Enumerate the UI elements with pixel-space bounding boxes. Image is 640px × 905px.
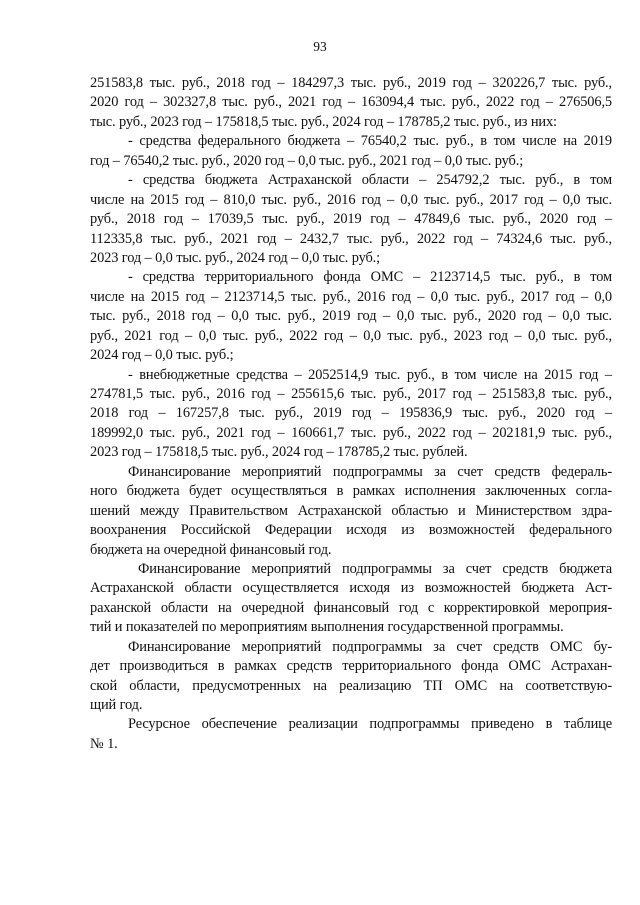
text-line: Ресурсное обеспечение реализации подпрограммы приведено в таблице: [128, 716, 612, 733]
text-line: щий год.: [90, 697, 143, 713]
text-line: 2023 год – 0,0 тыс. руб., 2024 год – 0,0 тыс. руб.;: [90, 249, 381, 266]
text-line: - средства территориального фонда ОМС – 2123714,5 тыс. руб., в том: [128, 269, 612, 286]
text-line: 2024 год – 0,0 тыс. руб.;: [90, 347, 234, 364]
text-line: 2023 год – 175818,5 тыс. руб., 2024 год – 178785,2 тыс. рублей.: [90, 444, 468, 461]
text-line: Финансирование мероприятий подпрограммы за счет средств ОМС бу-: [128, 638, 612, 655]
text-line: год – 76540,2 тыс. руб., 2020 год – 0,0 тыс. руб., 2021 год – 0,0 тыс. руб.;: [90, 152, 524, 169]
text-line: бюджета на очередной финансовый год.: [90, 541, 332, 558]
page-number: 93: [313, 39, 327, 54]
text-line: № 1.: [90, 735, 118, 752]
document-body: [90, 74, 612, 754]
text-line: ской области, предусмотренных на реализацию ТП ОМС на соответствую-: [90, 677, 612, 694]
text-line: Астраханской области осуществляется исходя из возможностей бюджета Аст-: [90, 580, 612, 597]
text-line: шений между Правительством Астраханской областью и Министерством здра-: [90, 502, 612, 519]
text-line: тий и показателей по мероприятиям выполнения государственной программы.: [90, 619, 564, 636]
text-line: 112335,8 тыс. руб., 2021 год – 2432,7 тыс. руб., 2022 год – 74324,6 тыс. руб.,: [90, 230, 612, 247]
text-line: - внебюджетные средства – 2052514,9 тыс. руб., в том числе на 2015 год –: [128, 366, 612, 383]
text-line: 189992,0 тыс. руб., 2021 год – 160661,7 тыс. руб., 2022 год – 202181,9 тыс. руб.,: [90, 424, 612, 441]
text-line: тыс. руб., 2023 год – 175818,5 тыс. руб., 2024 год – 178785,2 тыс. руб., из них:: [90, 113, 557, 130]
text-line: - средства бюджета Астраханской области – 254792,2 тыс. руб., в том: [128, 172, 612, 189]
text-line: 274781,5 тыс. руб., 2016 год – 255615,6 тыс. руб., 2017 год – 251583,8 тыс. руб.,: [90, 386, 612, 402]
text-line: руб., 2021 год – 0,0 тыс. руб., 2022 год – 0,0 тыс. руб., 2023 год – 0,0 тыс. руб.,: [90, 327, 612, 344]
text-line: 2018 год – 167257,8 тыс. руб., 2019 год – 195836,9 тыс. руб., 2020 год –: [90, 405, 612, 422]
text-line: числе на 2015 год – 810,0 тыс. руб., 2016 год – 0,0 тыс. руб., 2017 год – 0,0 тыс.: [90, 191, 612, 208]
text-line: воохранения Российской Федерации исходя из возможностей федерального: [90, 522, 612, 539]
text-line: дет производиться в рамках средств территориального фонда ОМС Астрахан-: [90, 658, 612, 675]
text-line: - средства федерального бюджета – 76540,2 тыс. руб., в том числе на 2019: [128, 133, 612, 150]
text-line: тыс. руб., 2018 год – 0,0 тыс. руб., 2019 год – 0,0 тыс. руб., 2020 год – 0,0 тыс.: [90, 308, 612, 325]
text-line: Финансирование мероприятий подпрограммы за счет средств бюджета: [138, 560, 612, 577]
text-line: 251583,8 тыс. руб., 2018 год – 184297,3 тыс. руб., 2019 год – 320226,7 тыс. руб.,: [90, 75, 612, 91]
text-line: руб., 2018 год – 17039,5 тыс. руб., 2019 год – 47849,6 тыс. руб., 2020 год –: [90, 211, 612, 228]
text-line: Финансирование мероприятий подпрограммы за счет средств федераль-: [128, 463, 612, 480]
text-line: числе на 2015 год – 2123714,5 тыс. руб., 2016 год – 0,0 тыс. руб., 2017 год – 0,0: [90, 288, 612, 305]
text-line: ного бюджета будет осуществляться в рамках исполнения заключенных согла-: [90, 483, 612, 500]
text-line: 2020 год – 302327,8 тыс. руб., 2021 год – 163094,4 тыс. руб., 2022 год – 276506,5: [90, 94, 612, 111]
text-line: раханской области на очередной финансовый год с корректировкой мероприя-: [90, 599, 612, 616]
